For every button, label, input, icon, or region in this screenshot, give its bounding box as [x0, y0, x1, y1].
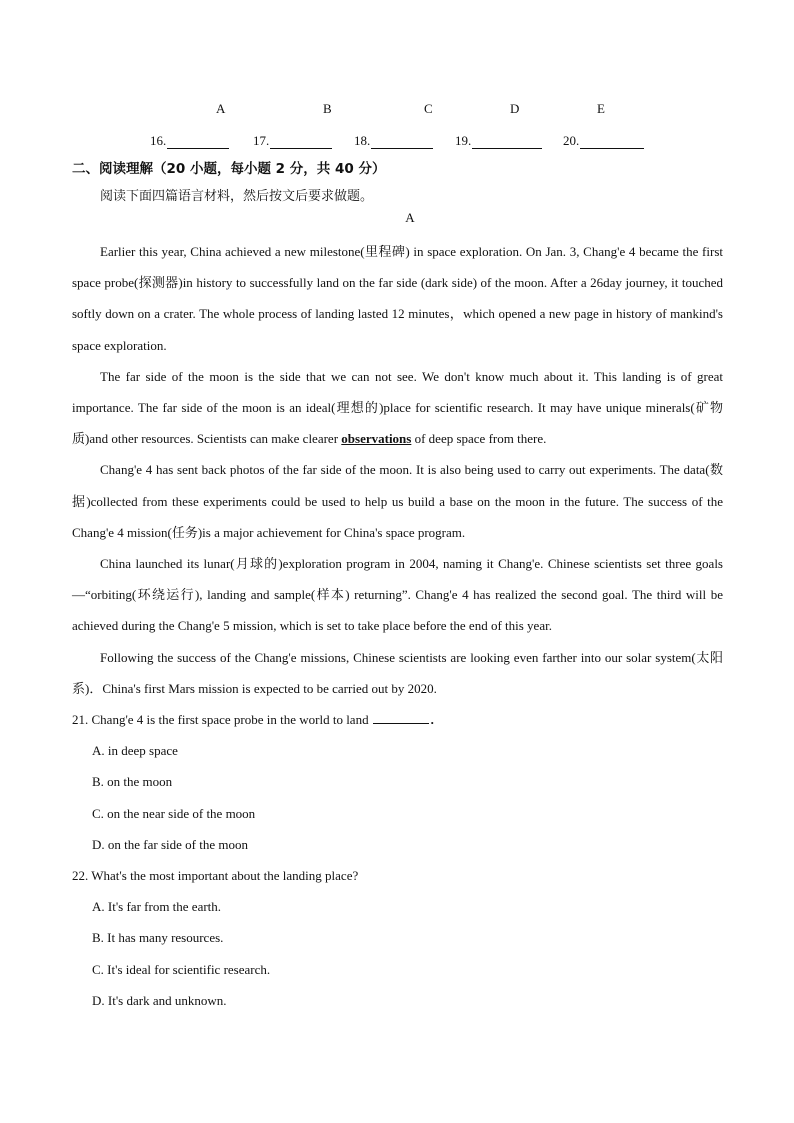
question [72, 860, 723, 1016]
reading-passage [72, 236, 723, 704]
answer-letter: D [510, 101, 520, 116]
question-list [72, 704, 723, 1016]
answer-letter: A [216, 101, 226, 116]
answer-blank-number: 18. [354, 133, 371, 148]
highlighted-word: observations [341, 431, 412, 447]
passage-text: The far side of the moon is the side that we can not see. We don't know much about it. This landing is of great importance. The far side of the moon is an ideal(理想的)place for scientific research. It may have unique minerals(矿物质)and other resources. Scientists can make clearer [72, 368, 723, 447]
question-stem-end: . [430, 712, 434, 727]
answer-option[interactable]: C. It's ideal for scientific research. [92, 961, 271, 977]
passage-paragraph: Following the success of the Chang'e missions, Chinese scientists are looking even farther into our solar system(太阳系)．China's first Mars mission is expected to be carried out by 2020. [72, 649, 723, 696]
answer-blank[interactable] [563, 133, 644, 149]
question [72, 704, 723, 860]
answer-option[interactable]: D. on the far side of the moon [92, 836, 248, 852]
answer-blank-line[interactable] [580, 134, 644, 149]
passage-paragraph: China launched its lunar(月球的)exploration program in 2004, naming it Chang'e. Chinese scientists set three goals—“orbiting(环绕运行), landing and sample(样本) returning”. Chang'e 4 has realized the second goal. The third will be achieved during the Chang'e 5 mission, which is set to take place before the end of this year. [72, 556, 723, 634]
answer-blank-line[interactable] [472, 134, 542, 149]
answer-blank-number: 16. [150, 133, 167, 148]
question-blank[interactable] [373, 711, 429, 724]
answer-blank[interactable] [455, 133, 542, 149]
passage-label: A [405, 210, 415, 225]
section-instruction: 阅读下面四篇语言材料，然后按文后要求做题。 [100, 189, 374, 204]
answer-option[interactable]: A. It's far from the earth. [92, 899, 222, 915]
answer-blank[interactable] [253, 133, 332, 149]
answer-blank-number: 17. [253, 133, 270, 148]
passage-paragraph: Earlier this year, China achieved a new milestone(里程碑) in space exploration. On Jan. 3, Chang'e 4 became the first space probe(探测器)in history to successfully land on the far side (dark side) of the moon. After a 26day journey, it touched softly down on a crater. The whole process of landing lasted 12 minutes，which opened a new page in history of mankind's space exploration. [72, 244, 723, 353]
passage-text: of deep space from there. [411, 431, 547, 447]
answer-blank-number: 20. [563, 133, 580, 148]
passage-paragraph [72, 361, 723, 455]
answer-letter: E [597, 101, 605, 116]
answer-option[interactable]: A. in deep space [92, 743, 178, 759]
answer-option[interactable]: B. It has many resources. [92, 930, 224, 946]
answer-blank-line[interactable] [371, 134, 433, 149]
answer-option[interactable]: B. on the moon [92, 774, 173, 790]
answer-letter: C [424, 101, 433, 116]
answer-blank[interactable] [354, 133, 433, 149]
question-stem-text: 21. Chang'e 4 is the first space probe in the world to land [72, 712, 369, 727]
answer-blank-line[interactable] [167, 134, 229, 149]
answer-blank-row [0, 133, 794, 153]
answer-letter-row [0, 101, 794, 121]
section-title: 二、阅读理解（20 小题，每小题 2 分，共 40 分） [72, 161, 386, 177]
answer-blank[interactable] [150, 133, 229, 149]
answer-letter: B [323, 101, 332, 116]
answer-option[interactable]: C. on the near side of the moon [92, 805, 256, 821]
answer-option[interactable]: D. It's dark and unknown. [92, 992, 227, 1008]
answer-blank-line[interactable] [270, 134, 332, 149]
answer-blank-number: 19. [455, 133, 472, 148]
passage-paragraph: Chang'e 4 has sent back photos of the far side of the moon. It is also being used to carry out experiments. The data(数据)collected from these experiments could be used to help us build a base on the moon in the future. The success of the Chang'e 4 mission(任务)is a major achievement for China's space program. [72, 462, 723, 540]
question-stem: 22. What's the most important about the landing place? [72, 868, 359, 884]
question-stem [72, 704, 723, 735]
